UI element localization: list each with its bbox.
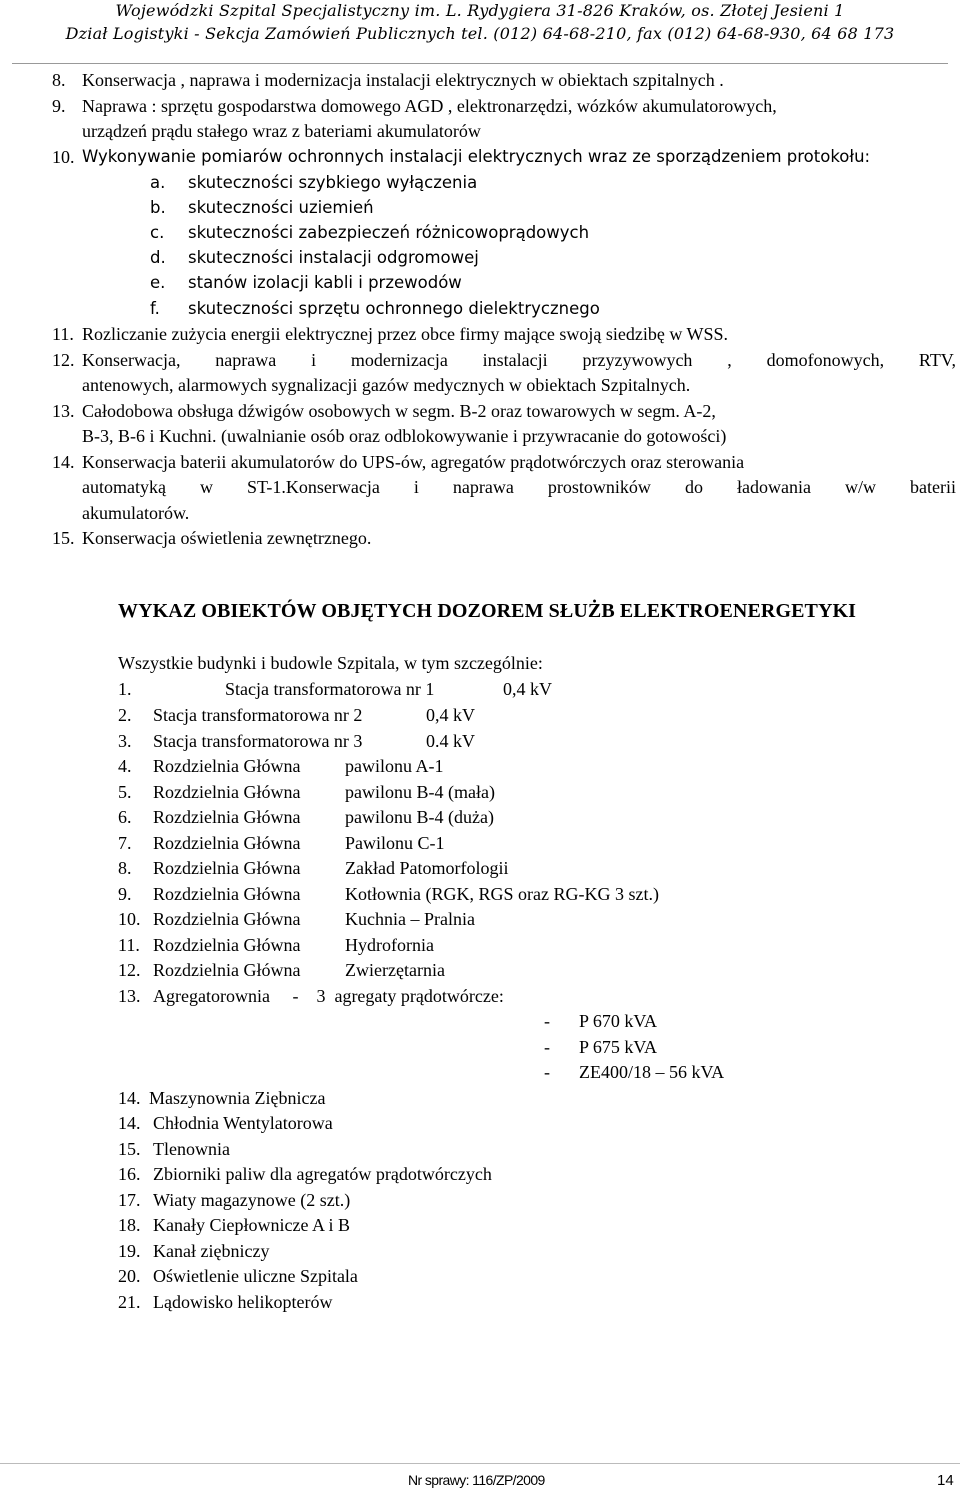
task-text: Całodobowa obsługa dźwigów osobowych w segm. B-2 oraz towarowych w segm. A-2,	[82, 401, 716, 421]
object-number: 3.	[118, 731, 132, 751]
object-detail: pawilonu B-4 (duża)	[345, 807, 494, 827]
object-name: Rozdzielnia Główna	[153, 807, 301, 827]
task-text: Konserwacja , naprawa i modernizacja instalacji elektrycznych w obiektach szpitalnych .	[82, 70, 724, 90]
object-number: 17.	[118, 1190, 141, 1210]
generator-item: ZE400/18 – 56 kVA	[579, 1062, 725, 1082]
generator-dash: -	[544, 1011, 550, 1031]
subitem-letter: a.	[150, 173, 166, 192]
task-text: akumulatorów.	[82, 503, 190, 523]
object-number: 8.	[118, 858, 132, 878]
object-number: 9.	[118, 884, 132, 904]
subitem-text: skuteczności sprzętu ochronnego dielektrycznego	[188, 299, 600, 318]
subitem-text: skuteczności uziemień	[188, 198, 374, 217]
case-reference: Nr sprawy: 116/ZP/2009	[408, 1472, 545, 1488]
subitem-text: skuteczności instalacji odgromowej	[188, 248, 479, 267]
task-text: Konserwacja baterii akumulatorów do UPS-ów, agregatów prądotwórczych oraz sterowania	[82, 452, 745, 472]
object-name: Rozdzielnia Główna	[153, 833, 301, 853]
subitem-text: stanów izolacji kabli i przewodów	[188, 273, 462, 292]
section-intro: Wszystkie budynki i budowle Szpitala, w tym szczególnie:	[118, 653, 543, 673]
object-number: 1.	[118, 679, 132, 699]
object-name: Stacja transformatorowa nr 2	[153, 705, 363, 725]
object-number: 10.	[118, 909, 141, 929]
header-line-2: Dział Logistyki - Sekcja Zamówień Publicznych tel. (012) 64-68-210, fax (012) 64-68-930, 64 68 173	[65, 24, 895, 43]
task-text: Konserwacja, naprawa i modernizacja instalacji przyzywowych , domofonowych, RTV,	[82, 350, 956, 370]
object-detail: Kotłownia (RGK, RGS oraz RG-KG 3 szt.)	[345, 884, 659, 904]
object-name: Rozdzielnia Główna	[153, 909, 301, 929]
task-text: Konserwacja oświetlenia zewnętrznego.	[82, 528, 372, 548]
object-name: Oświetlenie uliczne Szpitala	[153, 1266, 358, 1286]
object-name: Agregatorownia - 3 agregaty prądotwórcze:	[153, 986, 504, 1006]
object-name: Rozdzielnia Główna	[153, 782, 301, 802]
subitem-letter: d.	[150, 248, 166, 267]
task-number: 9.	[52, 96, 66, 116]
object-number: 12.	[118, 960, 141, 980]
object-number: 11.	[118, 935, 140, 955]
section-title: WYKAZ OBIEKTÓW OBJĘTYCH DOZOREM SŁUŻB ELEKTROENERGETYKI	[118, 600, 857, 622]
object-detail: Hydrofornia	[345, 935, 434, 955]
object-name: Wiaty magazynowe (2 szt.)	[153, 1190, 351, 1210]
object-name: Stacja transformatorowa nr 1	[225, 679, 435, 699]
object-number: 2.	[118, 705, 132, 725]
task-number: 13.	[52, 401, 75, 421]
object-detail: 0,4 kV	[503, 679, 552, 699]
object-name: Kanały Ciepłownicze A i B	[153, 1215, 350, 1235]
object-number: 7.	[118, 833, 132, 853]
task-text: automatyką w ST-1.Konserwacja i naprawa prostowników do ładowania w/w baterii	[82, 477, 956, 497]
object-detail: pawilonu A-1	[345, 756, 444, 776]
generator-item: P 675 kVA	[579, 1037, 658, 1057]
object-name: Chłodnia Wentylatorowa	[153, 1113, 333, 1133]
subitem-text: skuteczności zabezpieczeń różnicowoprądowych	[188, 223, 590, 242]
object-number: 19.	[118, 1241, 141, 1261]
object-detail: 0.4 kV	[426, 731, 475, 751]
object-detail: Kuchnia – Pralnia	[345, 909, 475, 929]
footer-divider	[0, 1463, 960, 1464]
task-number: 12.	[52, 350, 75, 370]
task-text: B-3, B-6 i Kuchni. (uwalnianie osób oraz odblokowywanie i przywracanie do gotowości)	[82, 426, 727, 446]
page-number: 14	[937, 1472, 954, 1489]
task-text: Wykonywanie pomiarów ochronnych instalacji elektrycznych wraz ze sporządzeniem protokołu:	[82, 147, 871, 166]
object-number: 15.	[118, 1139, 141, 1159]
subitem-letter: b.	[150, 198, 166, 217]
object-name: Rozdzielnia Główna	[153, 960, 301, 980]
subitem-letter: f.	[150, 299, 160, 318]
subitem-text: skuteczności szybkiego wyłączenia	[188, 173, 478, 192]
generator-dash: -	[544, 1037, 550, 1057]
object-number: 5.	[118, 782, 132, 802]
object-number: 16.	[118, 1164, 141, 1184]
object-number: 21.	[118, 1292, 141, 1312]
object-name: Rozdzielnia Główna	[153, 884, 301, 904]
task-text: urządzeń prądu stałego wraz z bateriami akumulatorów	[82, 121, 481, 141]
task-number: 8.	[52, 70, 66, 90]
object-detail: Zwierzętarnia	[345, 960, 445, 980]
object-name: Stacja transformatorowa nr 3	[153, 731, 363, 751]
header-divider	[12, 63, 948, 64]
object-number: 14.	[118, 1113, 141, 1133]
task-number: 15.	[52, 528, 75, 548]
object-name: Zbiorniki paliw dla agregatów prądotwórczych	[153, 1164, 492, 1184]
object-number: 6.	[118, 807, 132, 827]
task-number: 11.	[52, 324, 74, 344]
task-number: 14.	[52, 452, 75, 472]
object-number: 20.	[118, 1266, 141, 1286]
object-detail: Pawilonu C-1	[345, 833, 445, 853]
object-name: Rozdzielnia Główna	[153, 756, 301, 776]
object-name: Kanał ziębniczy	[153, 1241, 270, 1261]
object-name: Tlenownia	[153, 1139, 230, 1159]
object-name: Rozdzielnia Główna	[153, 858, 301, 878]
object-name: Maszynownia Ziębnicza	[149, 1088, 326, 1108]
subitem-letter: e.	[150, 273, 166, 292]
subitem-letter: c.	[150, 223, 165, 242]
task-text: Naprawa : sprzętu gospodarstwa domowego AGD , elektronarzędzi, wózków akumulatorowych,	[82, 96, 777, 116]
object-number: 14.	[118, 1088, 141, 1108]
object-number: 13.	[118, 986, 141, 1006]
task-text: antenowych, alarmowych sygnalizacji gazów medycznych w obiektach Szpitalnych.	[82, 375, 691, 395]
task-number: 10.	[52, 147, 75, 167]
object-detail: pawilonu B-4 (mała)	[345, 782, 495, 802]
generator-item: P 670 kVA	[579, 1011, 658, 1031]
object-name: Rozdzielnia Główna	[153, 935, 301, 955]
object-name: Lądowisko helikopterów	[153, 1292, 333, 1312]
object-detail: 0,4 kV	[426, 705, 475, 725]
object-number: 4.	[118, 756, 132, 776]
generator-dash: -	[544, 1062, 550, 1082]
object-detail: Zakład Patomorfologii	[345, 858, 509, 878]
header-line-1: Wojewódzki Szpital Specjalistyczny im. L. Rydygiera 31-826 Kraków, os. Złotej Jesieni 1	[115, 1, 845, 20]
task-text: Rozliczanie zużycia energii elektrycznej przez obce firmy mające swoją siedzibę w WSS.	[82, 324, 729, 344]
object-number: 18.	[118, 1215, 141, 1235]
